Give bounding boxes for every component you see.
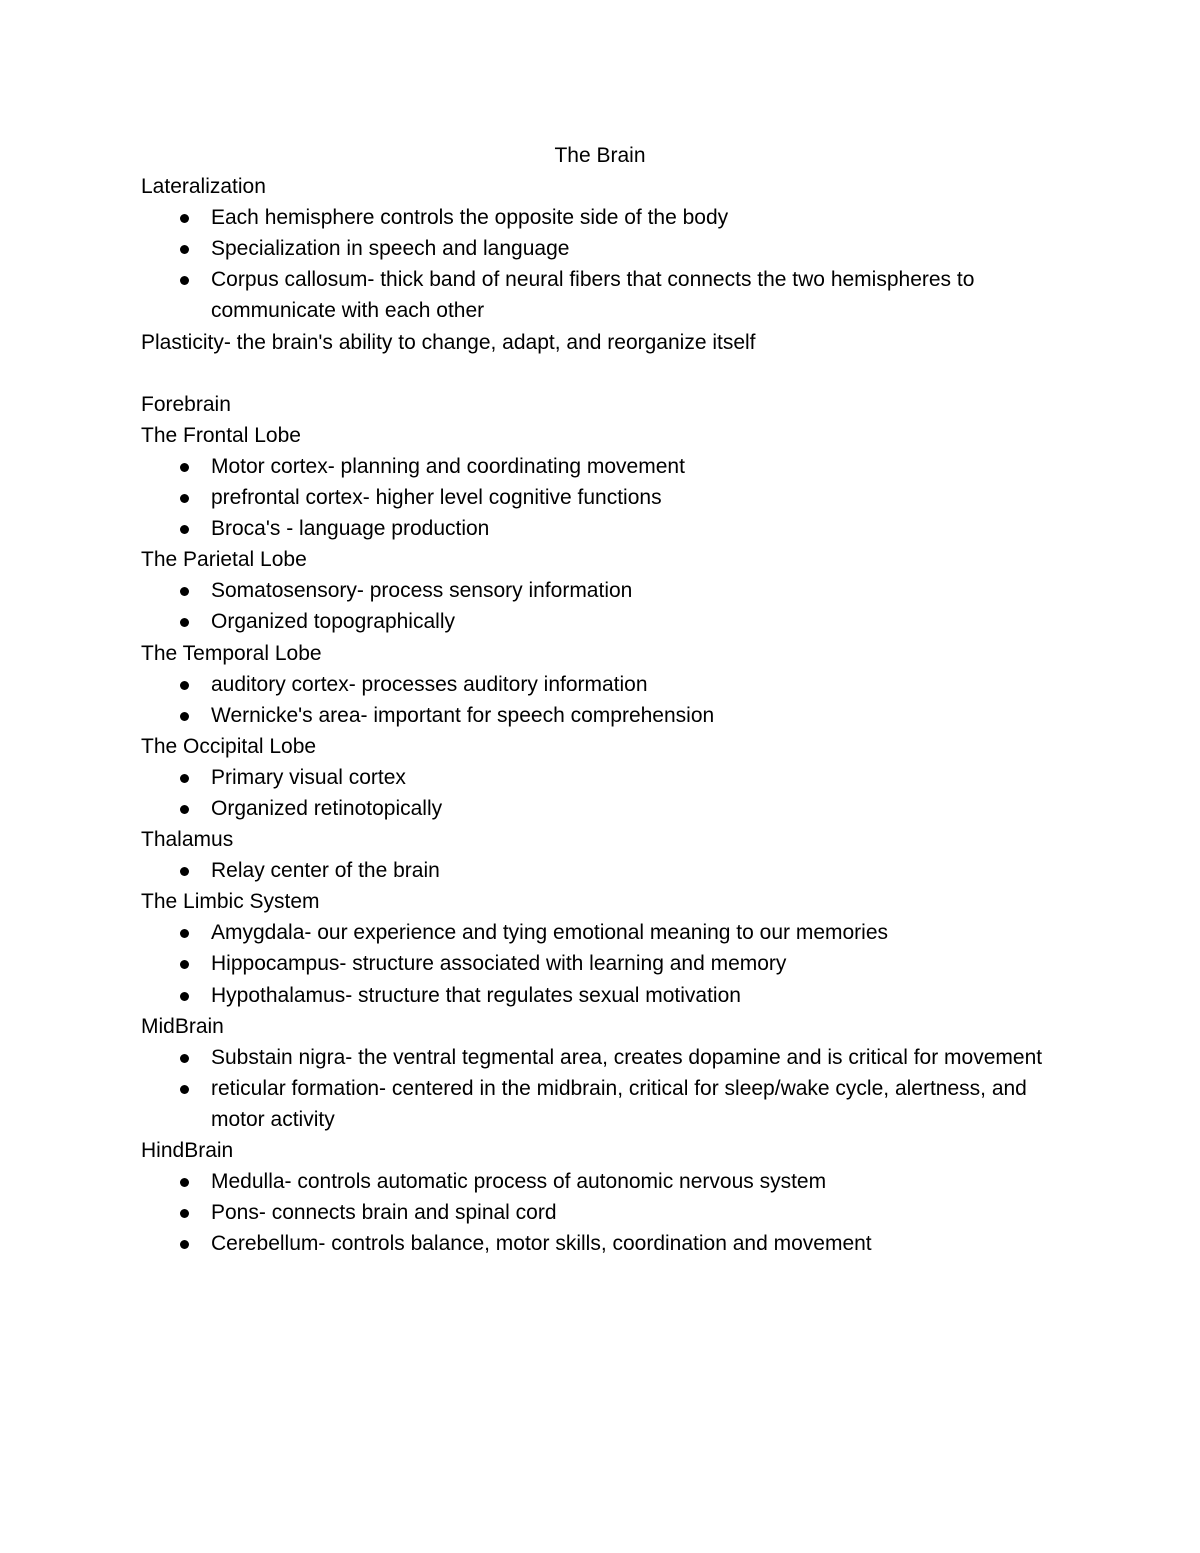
section-heading-frontal-lobe: The Frontal Lobe (141, 423, 301, 447)
section-heading-midbrain: MidBrain (141, 1014, 224, 1038)
section-heading-thalamus: Thalamus (141, 828, 234, 852)
document-page (141, 140, 1061, 1259)
bullet-icon (180, 960, 189, 969)
section-heading-limbic-system: The Limbic System (141, 890, 320, 914)
list-item: Organized retinotopically (141, 793, 1061, 824)
bullet-icon (180, 992, 189, 1001)
bullet-icon (180, 681, 189, 690)
bullet-icon (180, 1054, 189, 1063)
frontal-lobe-list (141, 451, 1061, 544)
bullet-icon (180, 1209, 189, 1218)
list-item: Medulla- controls automatic process of autonomic nervous system (141, 1166, 1061, 1197)
list-item: reticular formation- centered in the midbrain, critical for sleep/wake cycle, alertness, and motor activity (141, 1073, 1061, 1135)
list-item: Each hemisphere controls the opposite side of the body (141, 202, 1061, 233)
bullet-icon (180, 463, 189, 472)
list-item: Relay center of the brain (141, 855, 1061, 886)
lateralization-list (141, 202, 1061, 326)
bullet-icon (180, 525, 189, 534)
section-heading-occipital-lobe: The Occipital Lobe (141, 734, 317, 758)
section-heading-parietal-lobe: The Parietal Lobe (141, 548, 307, 572)
limbic-system-list (141, 917, 1061, 1010)
bullet-icon (180, 929, 189, 938)
plasticity-definition: Plasticity- the brain's ability to change, adapt, and reorganize itself (141, 330, 756, 354)
list-item: Substain nigra- the ventral tegmental area, creates dopamine and is critical for movement (141, 1042, 1061, 1073)
occipital-lobe-list (141, 762, 1061, 824)
list-item: Amygdala- our experience and tying emotional meaning to our memories (141, 917, 1061, 948)
bullet-icon (180, 618, 189, 627)
blank-line (141, 358, 1061, 389)
list-item: Organized topographically (141, 606, 1061, 637)
list-item: Corpus callosum- thick band of neural fibers that connects the two hemispheres to communicate with each other (141, 264, 1061, 326)
bullet-icon (180, 805, 189, 814)
list-item: Pons- connects brain and spinal cord (141, 1197, 1061, 1228)
section-heading-temporal-lobe: The Temporal Lobe (141, 641, 322, 665)
list-item: Wernicke's area- important for speech comprehension (141, 700, 1061, 731)
document-title: The Brain (554, 144, 646, 167)
list-item: prefrontal cortex- higher level cognitive functions (141, 482, 1061, 513)
bullet-icon (180, 867, 189, 876)
section-heading-hindbrain: HindBrain (141, 1139, 234, 1162)
midbrain-list (141, 1042, 1061, 1135)
list-item: Hypothalamus- structure that regulates sexual motivation (141, 980, 1061, 1011)
list-item: Primary visual cortex (141, 762, 1061, 793)
bullet-icon (180, 587, 189, 596)
list-item: Somatosensory- process sensory information (141, 575, 1061, 606)
temporal-lobe-list (141, 669, 1061, 731)
list-item: Broca's - language production (141, 513, 1061, 544)
section-heading-forebrain: Forebrain (141, 392, 231, 416)
bullet-icon (180, 245, 189, 254)
bullet-icon (180, 1240, 189, 1249)
bullet-icon (180, 276, 189, 285)
bullet-icon (180, 1178, 189, 1187)
list-item: Motor cortex- planning and coordinating movement (141, 451, 1061, 482)
list-item: Specialization in speech and language (141, 233, 1061, 264)
list-item: auditory cortex- processes auditory information (141, 669, 1061, 700)
parietal-lobe-list (141, 575, 1061, 637)
bullet-icon (180, 494, 189, 503)
list-item: Cerebellum- controls balance, motor skills, coordination and movement (141, 1228, 1061, 1259)
bullet-icon (180, 774, 189, 783)
list-item: Hippocampus- structure associated with learning and memory (141, 948, 1061, 979)
section-heading-lateralization: Lateralization (141, 175, 266, 199)
bullet-icon (180, 712, 189, 721)
bullet-icon (180, 214, 189, 223)
bullet-icon (180, 1085, 189, 1094)
thalamus-list (141, 855, 1061, 886)
hindbrain-list (141, 1166, 1061, 1259)
